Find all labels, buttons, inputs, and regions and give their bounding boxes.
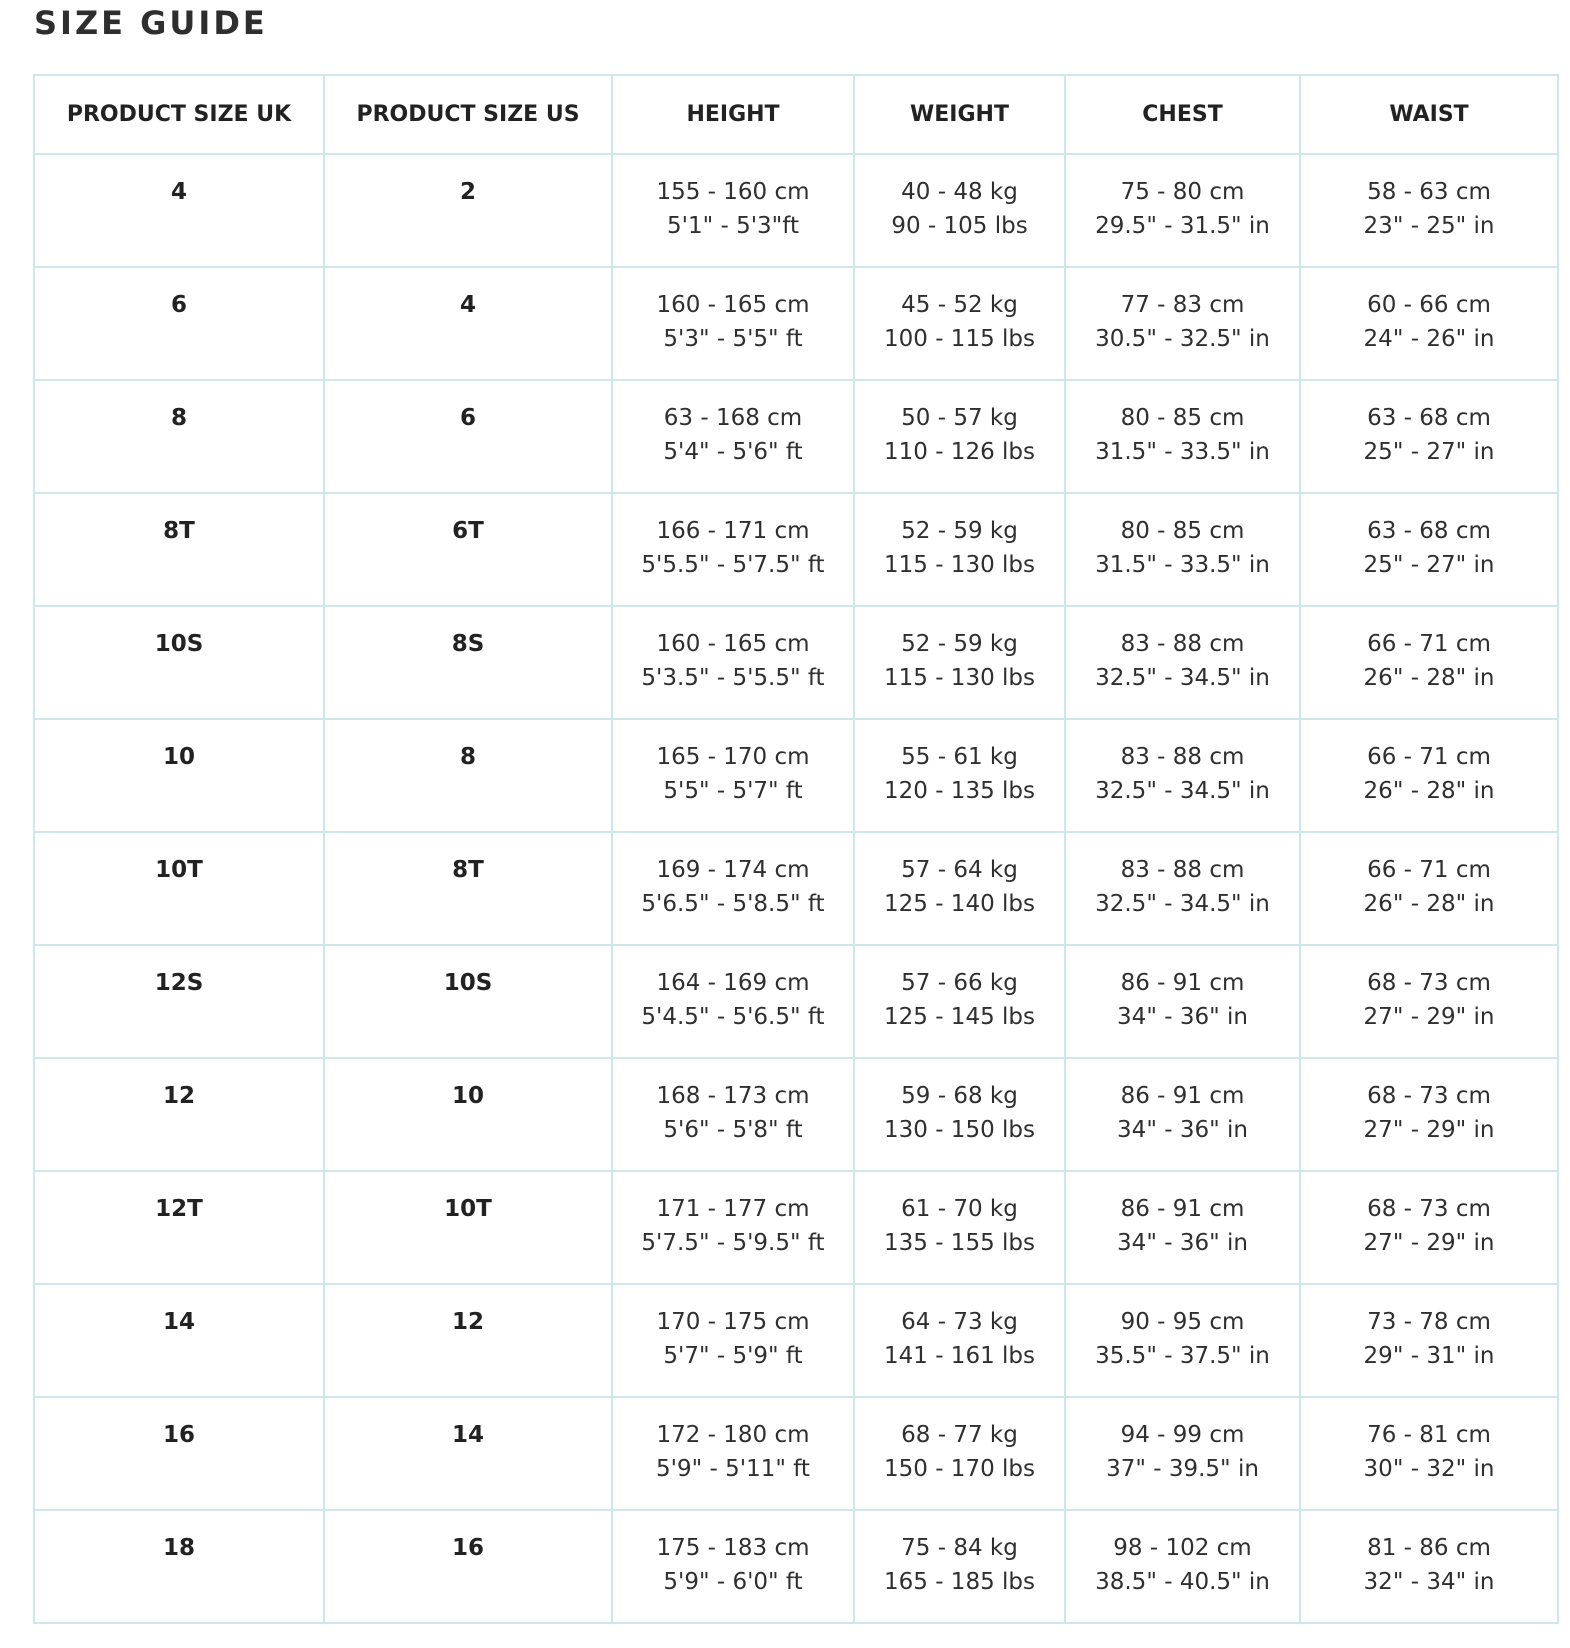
header-height: HEIGHT bbox=[612, 75, 854, 154]
size-uk-value: 14 bbox=[162, 1309, 195, 1335]
weight-lbs-value: 130 - 150 lbs bbox=[883, 1117, 1035, 1143]
waist-cm-value: 66 - 71 cm bbox=[1367, 857, 1491, 883]
chest-cm-value: 75 - 80 cm bbox=[1120, 179, 1245, 205]
chest-cm-value: 83 - 88 cm bbox=[1120, 631, 1245, 657]
chest-in-value: 34" - 36" in bbox=[1117, 1230, 1248, 1256]
weight-kg-value: 68 - 77 kg bbox=[901, 1422, 1018, 1448]
cell-size-us bbox=[324, 380, 612, 493]
cell-height bbox=[612, 832, 854, 945]
chest-in-value: 35.5" - 37.5" in bbox=[1095, 1343, 1270, 1369]
chest-cm-value: 86 - 91 cm bbox=[1120, 1083, 1245, 1109]
table-row bbox=[34, 154, 1558, 267]
cell-weight bbox=[854, 1397, 1065, 1510]
waist-cm-value: 63 - 68 cm bbox=[1367, 405, 1491, 431]
size-uk-value: 18 bbox=[162, 1535, 195, 1561]
table-body bbox=[34, 154, 1558, 1623]
height-ft-value: 5'9" - 6'0" ft bbox=[663, 1569, 803, 1595]
cell-height bbox=[612, 719, 854, 832]
size-uk-value: 10S bbox=[154, 631, 204, 657]
table-row bbox=[34, 267, 1558, 380]
waist-cm-value: 66 - 71 cm bbox=[1367, 744, 1491, 770]
cell-size-us bbox=[324, 945, 612, 1058]
cell-waist bbox=[1300, 719, 1558, 832]
cell-height bbox=[612, 380, 854, 493]
cell-weight bbox=[854, 493, 1065, 606]
size-uk-value: 12T bbox=[155, 1196, 203, 1222]
table-header bbox=[34, 75, 1558, 154]
waist-in-value: 27" - 29" in bbox=[1363, 1117, 1495, 1143]
waist-cm-value: 68 - 73 cm bbox=[1367, 970, 1491, 996]
cell-size-uk bbox=[34, 1171, 324, 1284]
cell-waist bbox=[1300, 1058, 1558, 1171]
size-guide-table bbox=[33, 74, 1559, 1624]
cell-size-uk bbox=[34, 1058, 324, 1171]
cell-waist bbox=[1300, 267, 1558, 380]
chest-cm-value: 83 - 88 cm bbox=[1120, 857, 1245, 883]
cell-waist bbox=[1300, 1397, 1558, 1510]
weight-kg-value: 52 - 59 kg bbox=[901, 518, 1018, 544]
height-ft-value: 5'3.5" - 5'5.5" ft bbox=[641, 665, 825, 691]
header-row bbox=[34, 75, 1558, 154]
table-row bbox=[34, 832, 1558, 945]
cell-weight bbox=[854, 832, 1065, 945]
weight-lbs-value: 125 - 145 lbs bbox=[883, 1004, 1035, 1030]
cell-size-us bbox=[324, 1397, 612, 1510]
cell-height bbox=[612, 267, 854, 380]
size-us-value: 8 bbox=[459, 744, 476, 770]
page-title: SIZE GUIDE bbox=[34, 4, 268, 42]
waist-in-value: 29" - 31" in bbox=[1363, 1343, 1495, 1369]
waist-in-value: 30" - 32" in bbox=[1363, 1456, 1495, 1482]
cell-height bbox=[612, 1397, 854, 1510]
cell-chest bbox=[1065, 1058, 1300, 1171]
size-uk-value: 16 bbox=[162, 1422, 195, 1448]
chest-cm-value: 90 - 95 cm bbox=[1120, 1309, 1245, 1335]
cell-size-us bbox=[324, 832, 612, 945]
height-ft-value: 5'5.5" - 5'7.5" ft bbox=[641, 552, 825, 578]
size-us-value: 4 bbox=[459, 292, 476, 318]
waist-cm-value: 81 - 86 cm bbox=[1367, 1535, 1491, 1561]
size-us-value: 10T bbox=[444, 1196, 492, 1222]
cell-height bbox=[612, 1058, 854, 1171]
waist-in-value: 27" - 29" in bbox=[1363, 1004, 1495, 1030]
size-uk-value: 8T bbox=[163, 518, 195, 544]
waist-in-value: 26" - 28" in bbox=[1363, 891, 1495, 917]
waist-cm-value: 73 - 78 cm bbox=[1367, 1309, 1491, 1335]
waist-in-value: 23" - 25" in bbox=[1363, 213, 1495, 239]
weight-kg-value: 40 - 48 kg bbox=[901, 179, 1018, 205]
chest-in-value: 32.5" - 34.5" in bbox=[1095, 665, 1270, 691]
weight-lbs-value: 165 - 185 lbs bbox=[883, 1569, 1035, 1595]
size-us-value: 10 bbox=[451, 1083, 484, 1109]
cell-size-uk bbox=[34, 1284, 324, 1397]
size-uk-value: 12S bbox=[154, 970, 204, 996]
weight-kg-value: 50 - 57 kg bbox=[901, 405, 1018, 431]
cell-waist bbox=[1300, 945, 1558, 1058]
table-row bbox=[34, 945, 1558, 1058]
height-ft-value: 5'4" - 5'6" ft bbox=[663, 439, 803, 465]
cell-weight bbox=[854, 1171, 1065, 1284]
cell-size-uk bbox=[34, 606, 324, 719]
weight-kg-value: 45 - 52 kg bbox=[901, 292, 1018, 318]
height-cm-value: 164 - 169 cm bbox=[656, 970, 810, 996]
table-row bbox=[34, 1510, 1558, 1623]
cell-chest bbox=[1065, 945, 1300, 1058]
height-ft-value: 5'9" - 5'11" ft bbox=[656, 1456, 810, 1482]
table-row bbox=[34, 606, 1558, 719]
cell-chest bbox=[1065, 1284, 1300, 1397]
size-us-value: 16 bbox=[451, 1535, 484, 1561]
size-us-value: 8S bbox=[451, 631, 485, 657]
waist-cm-value: 68 - 73 cm bbox=[1367, 1196, 1491, 1222]
waist-cm-value: 63 - 68 cm bbox=[1367, 518, 1491, 544]
cell-weight bbox=[854, 719, 1065, 832]
table-row bbox=[34, 1058, 1558, 1171]
height-ft-value: 5'3" - 5'5" ft bbox=[663, 326, 803, 352]
header-waist: WAIST bbox=[1300, 75, 1558, 154]
height-ft-value: 5'7.5" - 5'9.5" ft bbox=[641, 1230, 825, 1256]
cell-chest bbox=[1065, 1397, 1300, 1510]
cell-size-uk bbox=[34, 945, 324, 1058]
waist-in-value: 24" - 26" in bbox=[1363, 326, 1495, 352]
cell-size-us bbox=[324, 493, 612, 606]
cell-waist bbox=[1300, 606, 1558, 719]
cell-weight bbox=[854, 606, 1065, 719]
size-us-value: 14 bbox=[451, 1422, 484, 1448]
cell-chest bbox=[1065, 267, 1300, 380]
chest-cm-value: 80 - 85 cm bbox=[1120, 405, 1245, 431]
cell-size-us bbox=[324, 606, 612, 719]
cell-waist bbox=[1300, 1284, 1558, 1397]
waist-in-value: 26" - 28" in bbox=[1363, 778, 1495, 804]
height-cm-value: 171 - 177 cm bbox=[656, 1196, 810, 1222]
weight-kg-value: 52 - 59 kg bbox=[901, 631, 1018, 657]
cell-waist bbox=[1300, 1510, 1558, 1623]
cell-chest bbox=[1065, 1510, 1300, 1623]
waist-in-value: 25" - 27" in bbox=[1363, 439, 1495, 465]
cell-weight bbox=[854, 1510, 1065, 1623]
height-cm-value: 160 - 165 cm bbox=[656, 292, 810, 318]
size-us-value: 6 bbox=[459, 405, 476, 431]
weight-lbs-value: 120 - 135 lbs bbox=[883, 778, 1035, 804]
chest-cm-value: 98 - 102 cm bbox=[1113, 1535, 1252, 1561]
size-uk-value: 10 bbox=[162, 744, 195, 770]
cell-weight bbox=[854, 1058, 1065, 1171]
cell-size-uk bbox=[34, 493, 324, 606]
waist-cm-value: 60 - 66 cm bbox=[1367, 292, 1491, 318]
height-ft-value: 5'5" - 5'7" ft bbox=[663, 778, 803, 804]
cell-chest bbox=[1065, 380, 1300, 493]
weight-lbs-value: 100 - 115 lbs bbox=[883, 326, 1035, 352]
cell-height bbox=[612, 1171, 854, 1284]
chest-in-value: 37" - 39.5" in bbox=[1106, 1456, 1259, 1482]
cell-waist bbox=[1300, 1171, 1558, 1284]
cell-chest bbox=[1065, 832, 1300, 945]
weight-lbs-value: 150 - 170 lbs bbox=[883, 1456, 1035, 1482]
weight-kg-value: 55 - 61 kg bbox=[901, 744, 1018, 770]
cell-size-us bbox=[324, 1284, 612, 1397]
chest-cm-value: 94 - 99 cm bbox=[1120, 1422, 1245, 1448]
cell-size-us bbox=[324, 1058, 612, 1171]
size-uk-value: 4 bbox=[170, 179, 187, 205]
height-cm-value: 168 - 173 cm bbox=[656, 1083, 810, 1109]
size-us-value: 2 bbox=[459, 179, 476, 205]
cell-waist bbox=[1300, 832, 1558, 945]
cell-size-us bbox=[324, 154, 612, 267]
waist-cm-value: 66 - 71 cm bbox=[1367, 631, 1491, 657]
cell-size-us bbox=[324, 1171, 612, 1284]
height-ft-value: 5'6" - 5'8" ft bbox=[663, 1117, 803, 1143]
chest-cm-value: 80 - 85 cm bbox=[1120, 518, 1245, 544]
height-cm-value: 165 - 170 cm bbox=[656, 744, 810, 770]
size-uk-value: 6 bbox=[170, 292, 187, 318]
size-us-value: 10S bbox=[443, 970, 493, 996]
cell-chest bbox=[1065, 719, 1300, 832]
table-row bbox=[34, 719, 1558, 832]
cell-size-us bbox=[324, 267, 612, 380]
size-uk-value: 12 bbox=[162, 1083, 195, 1109]
cell-weight bbox=[854, 1284, 1065, 1397]
header-product-size-us: PRODUCT SIZE US bbox=[324, 75, 612, 154]
chest-cm-value: 83 - 88 cm bbox=[1120, 744, 1245, 770]
height-ft-value: 5'6.5" - 5'8.5" ft bbox=[641, 891, 825, 917]
table-row bbox=[34, 1284, 1558, 1397]
waist-in-value: 25" - 27" in bbox=[1363, 552, 1495, 578]
cell-weight bbox=[854, 267, 1065, 380]
height-cm-value: 175 - 183 cm bbox=[656, 1535, 810, 1561]
chest-in-value: 32.5" - 34.5" in bbox=[1095, 891, 1270, 917]
cell-weight bbox=[854, 945, 1065, 1058]
chest-in-value: 38.5" - 40.5" in bbox=[1095, 1569, 1270, 1595]
chest-in-value: 31.5" - 33.5" in bbox=[1095, 552, 1270, 578]
weight-kg-value: 57 - 64 kg bbox=[901, 857, 1018, 883]
header-weight: WEIGHT bbox=[854, 75, 1065, 154]
weight-kg-value: 61 - 70 kg bbox=[901, 1196, 1018, 1222]
table-row bbox=[34, 493, 1558, 606]
waist-cm-value: 68 - 73 cm bbox=[1367, 1083, 1491, 1109]
weight-kg-value: 57 - 66 kg bbox=[901, 970, 1018, 996]
height-ft-value: 5'7" - 5'9" ft bbox=[663, 1343, 803, 1369]
height-cm-value: 169 - 174 cm bbox=[656, 857, 810, 883]
cell-size-uk bbox=[34, 267, 324, 380]
cell-chest bbox=[1065, 606, 1300, 719]
cell-height bbox=[612, 493, 854, 606]
cell-height bbox=[612, 945, 854, 1058]
weight-lbs-value: 110 - 126 lbs bbox=[883, 439, 1035, 465]
cell-weight bbox=[854, 154, 1065, 267]
chest-in-value: 31.5" - 33.5" in bbox=[1095, 439, 1270, 465]
cell-size-us bbox=[324, 1510, 612, 1623]
weight-lbs-value: 141 - 161 lbs bbox=[883, 1343, 1035, 1369]
waist-in-value: 27" - 29" in bbox=[1363, 1230, 1495, 1256]
cell-chest bbox=[1065, 493, 1300, 606]
weight-kg-value: 64 - 73 kg bbox=[901, 1309, 1018, 1335]
cell-size-us bbox=[324, 719, 612, 832]
waist-in-value: 32" - 34" in bbox=[1363, 1569, 1495, 1595]
size-us-value: 8T bbox=[452, 857, 484, 883]
chest-cm-value: 86 - 91 cm bbox=[1120, 970, 1245, 996]
weight-lbs-value: 115 - 130 lbs bbox=[883, 552, 1035, 578]
cell-chest bbox=[1065, 154, 1300, 267]
size-us-value: 12 bbox=[451, 1309, 484, 1335]
height-cm-value: 160 - 165 cm bbox=[656, 631, 810, 657]
waist-in-value: 26" - 28" in bbox=[1363, 665, 1495, 691]
waist-cm-value: 76 - 81 cm bbox=[1367, 1422, 1491, 1448]
header-product-size-uk: PRODUCT SIZE UK bbox=[34, 75, 324, 154]
cell-size-uk bbox=[34, 832, 324, 945]
cell-size-uk bbox=[34, 154, 324, 267]
weight-kg-value: 75 - 84 kg bbox=[901, 1535, 1018, 1561]
height-ft-value: 5'4.5" - 5'6.5" ft bbox=[641, 1004, 825, 1030]
table-row bbox=[34, 380, 1558, 493]
cell-size-uk bbox=[34, 1397, 324, 1510]
chest-in-value: 34" - 36" in bbox=[1117, 1117, 1248, 1143]
header-chest: CHEST bbox=[1065, 75, 1300, 154]
cell-chest bbox=[1065, 1171, 1300, 1284]
size-uk-value: 10T bbox=[155, 857, 203, 883]
height-cm-value: 166 - 171 cm bbox=[656, 518, 810, 544]
cell-size-uk bbox=[34, 1510, 324, 1623]
weight-lbs-value: 135 - 155 lbs bbox=[883, 1230, 1035, 1256]
size-us-value: 6T bbox=[452, 518, 484, 544]
weight-lbs-value: 115 - 130 lbs bbox=[883, 665, 1035, 691]
waist-cm-value: 58 - 63 cm bbox=[1367, 179, 1491, 205]
cell-weight bbox=[854, 380, 1065, 493]
weight-lbs-value: 125 - 140 lbs bbox=[883, 891, 1035, 917]
chest-in-value: 30.5" - 32.5" in bbox=[1095, 326, 1270, 352]
cell-height bbox=[612, 606, 854, 719]
height-cm-value: 170 - 175 cm bbox=[656, 1309, 810, 1335]
weight-lbs-value: 90 - 105 lbs bbox=[891, 213, 1028, 239]
chest-in-value: 29.5" - 31.5" in bbox=[1095, 213, 1270, 239]
chest-in-value: 34" - 36" in bbox=[1117, 1004, 1248, 1030]
cell-waist bbox=[1300, 154, 1558, 267]
table-row bbox=[34, 1397, 1558, 1510]
chest-cm-value: 86 - 91 cm bbox=[1120, 1196, 1245, 1222]
height-cm-value: 63 - 168 cm bbox=[663, 405, 803, 431]
cell-size-uk bbox=[34, 380, 324, 493]
height-cm-value: 155 - 160 cm bbox=[656, 179, 810, 205]
size-uk-value: 8 bbox=[170, 405, 187, 431]
cell-waist bbox=[1300, 380, 1558, 493]
cell-height bbox=[612, 1510, 854, 1623]
chest-in-value: 32.5" - 34.5" in bbox=[1095, 778, 1270, 804]
chest-cm-value: 77 - 83 cm bbox=[1120, 292, 1245, 318]
cell-height bbox=[612, 154, 854, 267]
height-cm-value: 172 - 180 cm bbox=[656, 1422, 810, 1448]
weight-kg-value: 59 - 68 kg bbox=[901, 1083, 1018, 1109]
cell-height bbox=[612, 1284, 854, 1397]
cell-waist bbox=[1300, 493, 1558, 606]
cell-size-uk bbox=[34, 719, 324, 832]
height-ft-value: 5'1" - 5'3"ft bbox=[667, 213, 799, 239]
table-row bbox=[34, 1171, 1558, 1284]
